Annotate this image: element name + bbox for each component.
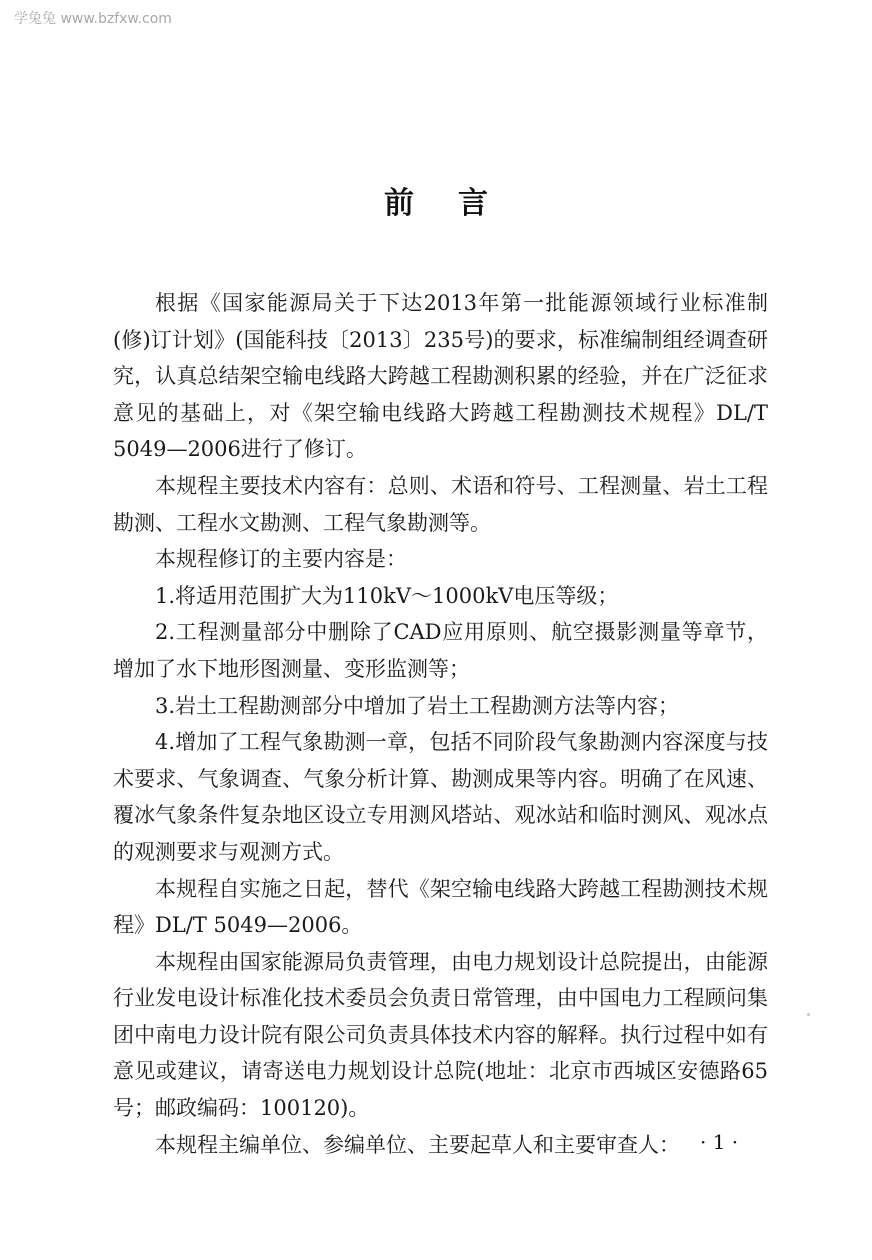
paragraph-revision-item-1: 1.将适用范围扩大为110kV～1000kV电压等级； [155,583,619,608]
document-body [113,285,768,1163]
page-title: 前言 [384,186,532,221]
paragraph-replacement: 本规程自实施之日起，替代《架空输电线路大跨越工程勘测技术规程》DL/T 5049—2006。 [113,876,768,938]
paragraph-revision-item-3: 3.岩土工程勘测部分中增加了岩土工程勘测方法等内容； [155,693,680,718]
paragraph-revision-item-4: 4.增加了工程气象勘测一章，包括不同阶段气象勘测内容深度与技术要求、气象调查、气象分析计算、勘测成果等内容。明确了在风速、覆冰气象条件复杂地区设立专用测风塔站、观冰站和临时测风、观冰点的观测要求与观测方式。 [113,730,768,864]
watermark: 学兔兔 www.bzfxw.com [14,11,172,27]
paragraph-revision-item-2: 2.工程测量部分中删除了CAD应用原则、航空摄影测量等章节，增加了水下地形图测量、变形监测等； [113,620,768,681]
paragraph-contributors: 本规程主编单位、参编单位、主要起草人和主要审查人： [155,1132,680,1157]
paragraph-basis: 根据《国家能源局关于下达2013年第一批能源领域行业标准制(修)订计划》(国能科技〔2013〕235号)的要求，标准编制组经调查研究，认真总结架空输电线路大跨越工程勘测积累的经验，并在广泛征求意见的基础上，对《架空输电线路大跨越工程勘测技术规程》DL/T 5049—2006进行了修订。 [113,291,768,462]
scan-dot [807,1013,810,1016]
paragraph-revision-intro: 本规程修订的主要内容是： [155,547,407,572]
paragraph-main-content: 本规程主要技术内容有：总则、术语和符号、工程测量、岩土工程勘测、工程水文勘测、工程气象勘测等。 [113,473,768,535]
page-number: · 1 · [700,1130,739,1154]
paragraph-management: 本规程由国家能源局负责管理，由电力规划设计总院提出，由能源行业发电设计标准化技术委员会负责日常管理，由中国电力工程顾问集团中南电力设计院有限公司负责具体技术内容的解释。执行过程中如有意见或建议，请寄送电力规划设计总院(地址：北京市西城区安德路65号；邮政编码：100120)。 [113,949,768,1121]
